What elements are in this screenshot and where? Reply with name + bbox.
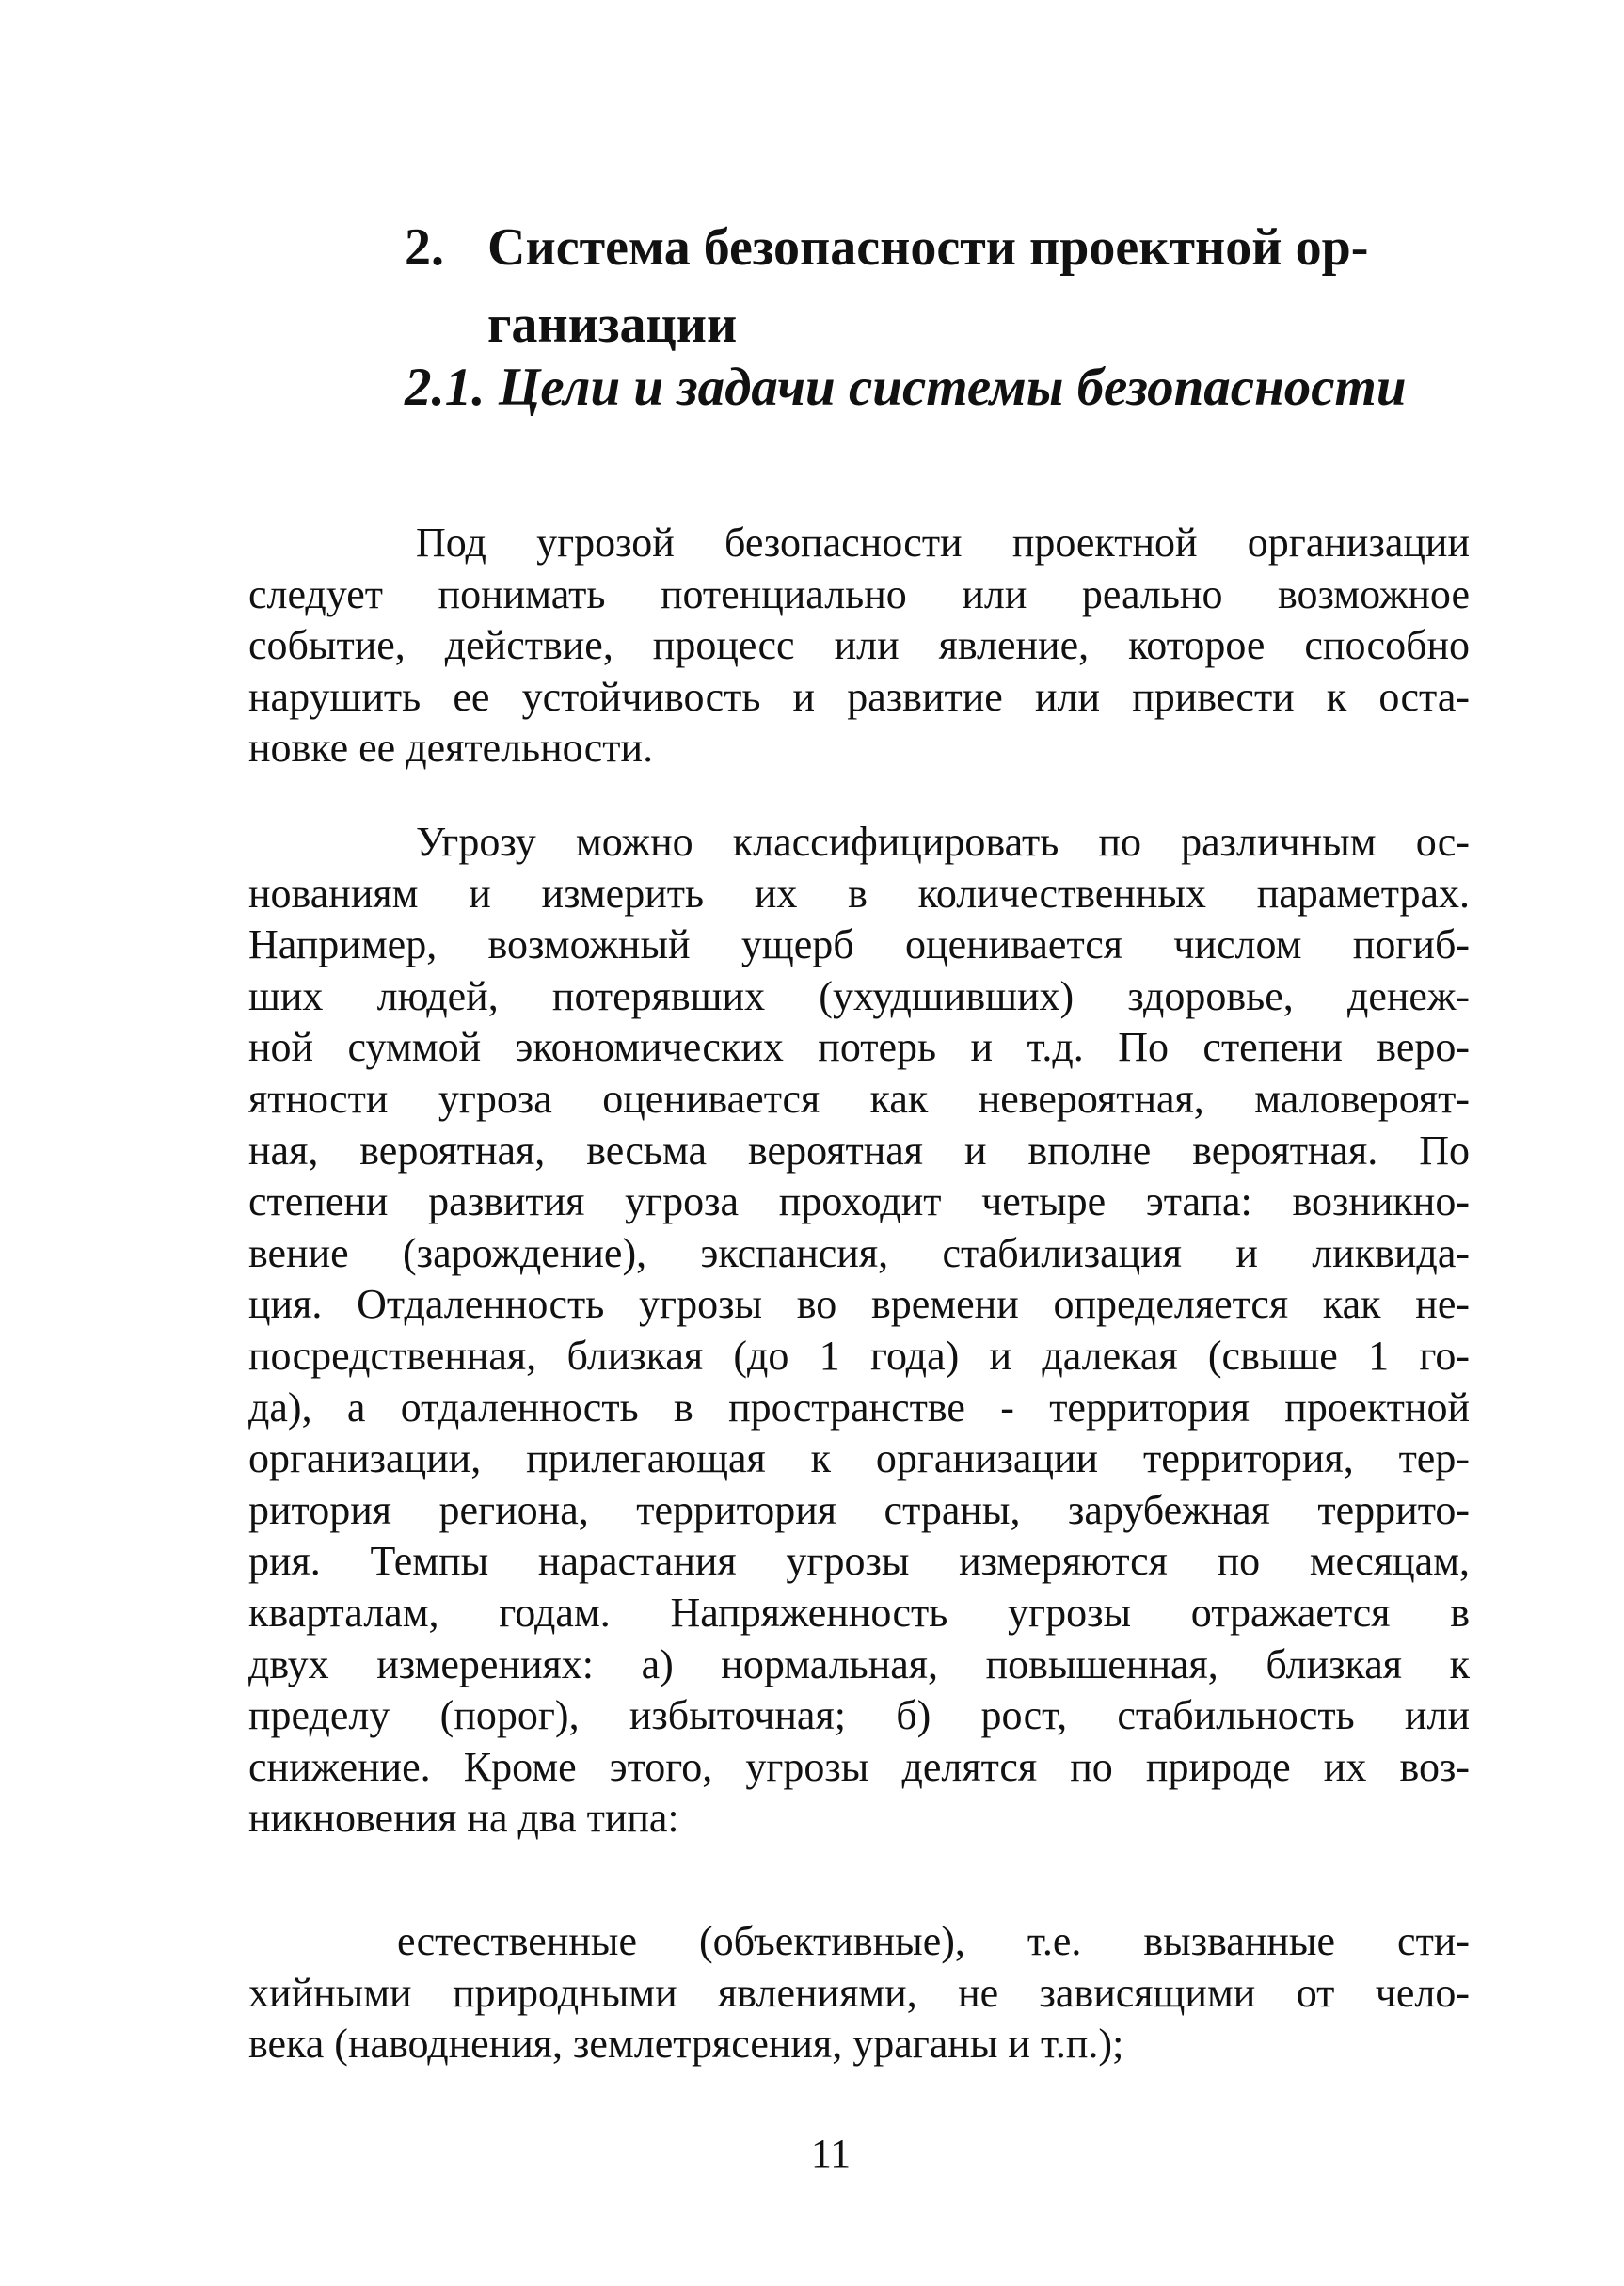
text-line: ция. Отдаленность угрозы во времени определяется как не- [248,1281,1470,1328]
paragraph-2 [248,817,1470,1845]
text-line: нованиям и измерить их в количественных параметрах. [248,870,1470,917]
text-line: следует понимать потенциально или реально возможное [248,570,1470,617]
text-line: ритория региона, территория страны, зарубежная террито- [248,1486,1470,1533]
text-line: никновения на два типа: [248,1795,679,1842]
text-line: кварталам, годам. Напряженность угрозы отражается в [248,1589,1470,1636]
chapter-heading [405,209,1477,363]
text-line: двух измерениях: а) нормальная, повышенная, близкая к [248,1640,1470,1687]
text-line: пределу (порог), избыточная; б) рост, стабильность или [248,1692,1470,1739]
text-line: посредственная, близкая (до 1 года) и далекая (свыше 1 го- [248,1332,1470,1379]
section-title: Цели и задачи системы безопасности [499,358,1407,417]
paragraph-3 [248,1916,1470,2070]
text-line: вение (зарождение), экспансия, стабилизация и ликвида- [248,1229,1470,1276]
text-line: новке ее деятельности. [248,725,654,772]
paragraph-1 [248,518,1470,775]
text-line: Угрозу можно классифицировать по различным ос- [416,819,1470,865]
text-line: ная, вероятная, весьма вероятная и вполне вероятная. По [248,1127,1470,1174]
page-number: 11 [810,2131,852,2177]
text-line: организации, прилегающая к организации территория, тер- [248,1435,1470,1482]
text-line: рия. Темпы нарастания угрозы измеряются по месяцам, [248,1538,1470,1585]
text-line: Под угрозой безопасности проектной организации [416,520,1470,566]
text-line: ной суммой экономических потерь и т.д. По степени веро- [248,1024,1470,1071]
text-line: века (наводнения, землетрясения, ураганы и т.п.); [248,2021,1124,2068]
text-line: ятности угроза оценивается как невероятная, маловероят- [248,1075,1470,1122]
text-line: событие, действие, процесс или явление, которое способно [248,622,1470,669]
text-line: нарушить ее устойчивость и развитие или привести к оста- [248,673,1470,720]
chapter-title-line2: ганизации [487,296,738,354]
text-line: хийными природными явлениями, не зависящими от чело- [248,1969,1470,2016]
section-heading [405,350,1477,425]
text-line: степени развития угроза проходит четыре этапа: возникно- [248,1178,1470,1225]
section-number: 2.1. [405,358,486,417]
chapter-title-line1: Система безопасности проектной ор- [487,218,1369,277]
text-line: снижение. Кроме этого, угрозы делятся по природе их воз- [248,1743,1470,1790]
chapter-number: 2. [405,218,444,277]
text-line: Например, возможный ущерб оценивается числом погиб- [248,921,1470,968]
text-line: да), а отдаленность в пространстве - территория проектной [248,1383,1470,1431]
text-line: естественные (объективные), т.е. вызванные сти- [397,1918,1470,1964]
text-line: ших людей, потерявших (ухудшивших) здоровье, денеж- [248,972,1470,1019]
